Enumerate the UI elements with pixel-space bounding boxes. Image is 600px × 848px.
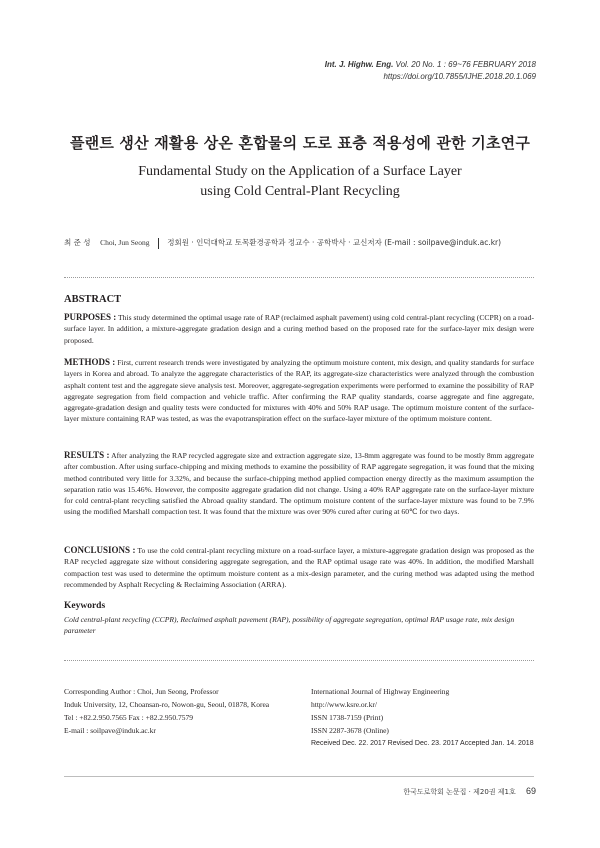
author-affiliation: 정회원 · 인덕대학교 토목환경공학과 정교수 · 공학박사 · 교신저자 (E-mail : soilpave@induk.ac.kr) — [167, 238, 502, 247]
abstract-purposes — [64, 312, 534, 346]
journal-name: Int. J. Highw. Eng. — [324, 60, 394, 69]
footer-rule — [64, 776, 534, 777]
issn-print: ISSN 1738-7159 (Print) — [311, 713, 384, 722]
doi-link[interactable]: https://doi.org/10.7855/IJHE.2018.20.1.069 — [383, 72, 536, 81]
journal-korean-name: 한국도로학회 논문집 · 제20권 제1호 — [403, 788, 516, 796]
journal-citation — [325, 59, 536, 70]
conclusions-text: To use the cold central-plant recycling mixture on a road-surface layer, a mixture-aggregate gradation design was proposed as the RAP recycled aggregate size without considering aggregate segregation, and the RAP optimal usage rate was 40%. In addition, the modified Marshall compaction test was used to determine the optimum moisture content as a mix-design parameter, and the curing method was adapted using the method recommended by Asphalt Recycling & Reclaiming Association (ARRA). — [64, 546, 534, 589]
results-text: After analyzing the RAP recycled aggregate size and extraction aggregate size, 13-8mm aggregate was found to be mostly 8mm aggregate after combustion. After using surface-chipping and mixing methods to examine the possibility of RAP aggregate segregation, it was found that the mixing method contributed very little for 3.32%, and because the surface-chipping method applied compaction energy directly as the maximum assumption the separation ratio was 15.46%. However, the composite aggregate gradation did not change. Using a 40% RAP aggregate rate on the surface-layer mixture for cold central-plant recycling satisfied the Abroad quality standard. The optimum moisture content of the surface-layer mixture was found to be 7.9% using the modified Marshall compaction test. It was found that the mixture was over 90% cured after curing at 60℃ for two days. — [64, 451, 534, 517]
author-email[interactable]: E-mail : soilpave@induk.ac.kr — [64, 726, 156, 735]
page-number: 69 — [525, 786, 536, 796]
purposes-label: PURPOSES : — [64, 312, 117, 322]
journal-issue: Vol. 20 No. 1 : 69~76 FEBRUARY 2018 — [395, 60, 536, 69]
author-phone-fax: Tel : +82.2.950.7565 Fax : +82.2.950.7579 — [64, 713, 193, 722]
methods-text: First, current research trends were investigated by analyzing the optimum moisture content, mix design, and quality standards for surface layers in Korea and abroad. To analyze the aggregate characteristics of the RAP, its aggregate-size characteristics were analyzed through the combustion asphalt content test and the aggregate sieve analysis test. Moreover, aggregate-segregation experiments were performed to examine the possibility of RAP aggregate segregation from field compaction and vehicle traffic. After confirming the RAP quality standards, coarse aggregate and fine aggregate, aggregate-gradation design and quality tests were conducted for mixtures with 40% and 50% RAP usage. The optimum moisture content of the surface-layer mixture containing RAP was tested, as was the evapotranspiration effect on the surface-layer mixture of the optimum moisture content. — [64, 358, 534, 424]
author-address: Induk University, 12, Choansan-ro, Nowon-gu, Seoul, 01878, Korea — [64, 700, 270, 709]
results-label: RESULTS : — [64, 450, 110, 460]
abstract-methods — [64, 357, 534, 425]
abstract-results — [64, 450, 534, 518]
abstract-conclusions — [64, 545, 534, 590]
title-english-line2: using Cold Central-Plant Recycling — [200, 184, 400, 199]
abstract-heading: ABSTRACT — [64, 294, 122, 305]
purposes-text: This study determined the optimal usage rate of RAP (reclaimed asphalt pavement) using cold central-plant recycling (CCPR) on a road-surface layer. In addition, a mixture-aggregate gradation design and a curing method based on the proposed rate for the surface-layer mix design were proposed. — [64, 313, 534, 345]
title-korean: 플랜트 생산 재활용 상온 혼합물의 도로 표층 적용성에 관한 기초연구 — [69, 134, 531, 152]
journal-info — [311, 685, 551, 750]
corresponding-author: Corresponding Author : Choi, Jun Seong, Professor — [64, 687, 219, 696]
keywords-heading: Keywords — [64, 601, 106, 611]
journal-website[interactable]: http://www.ksre.or.kr/ — [311, 700, 377, 709]
dotted-divider-bottom — [64, 660, 534, 661]
issn-online: ISSN 2287-3678 (Online) — [311, 726, 389, 735]
author-name-english: Choi, Jun Seong — [100, 238, 150, 247]
title-english-line1: Fundamental Study on the Application of a Surface Layer — [138, 164, 462, 179]
dotted-divider-top — [64, 277, 534, 278]
received-dates: Received Dec. 22. 2017 Revised Dec. 23. 2017 Accepted Jan. 14. 2018 — [311, 740, 534, 747]
title-english — [0, 162, 600, 202]
author-name-korean: 최 준 성 — [64, 238, 91, 247]
author-separator — [158, 238, 159, 249]
conclusions-label: CONCLUSIONS : — [64, 545, 136, 555]
methods-label: METHODS : — [64, 357, 116, 367]
corresponding-author-info — [64, 685, 304, 737]
page-footer — [403, 786, 536, 797]
journal-full-name: International Journal of Highway Engineering — [311, 687, 450, 696]
author-line — [64, 237, 544, 249]
keywords-text: Cold central-plant recycling (CCPR), Reclaimed asphalt pavement (RAP), possibility of aggregate segregation, optimal RAP usage rate, mix design parameter — [64, 615, 515, 635]
